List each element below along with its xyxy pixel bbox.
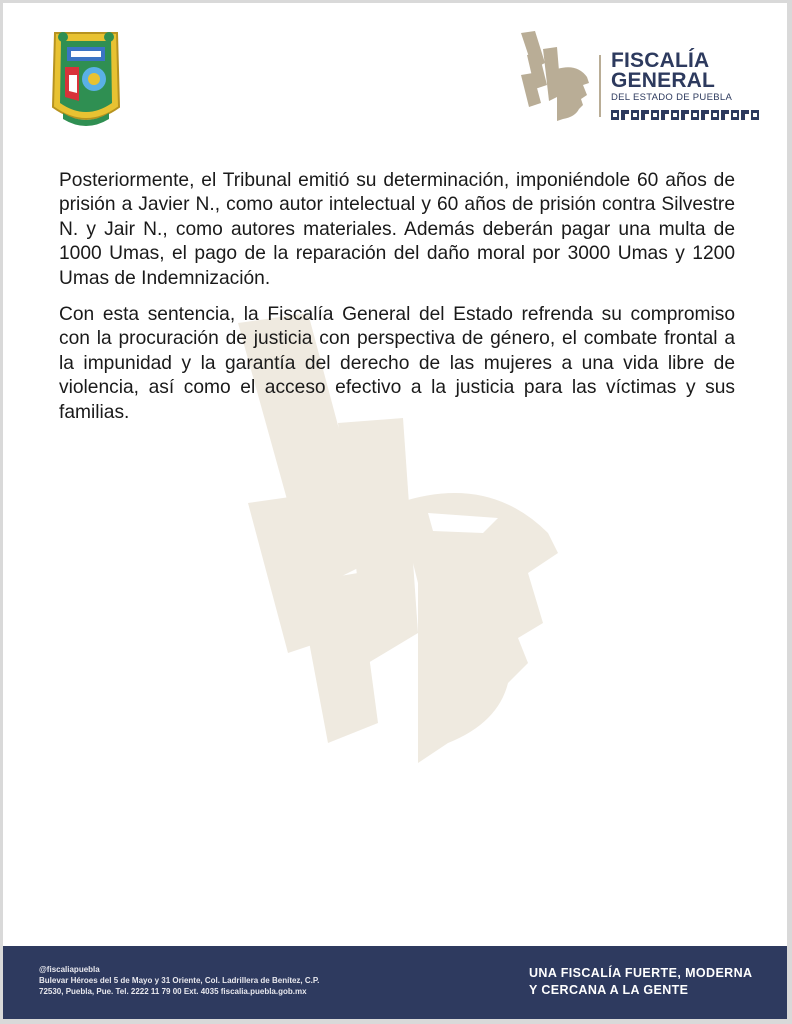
greek-pattern-icon	[611, 110, 763, 120]
puebla-shield-logo	[49, 27, 123, 131]
slogan-line1: UNA FISCALÍA FUERTE, MODERNA	[529, 966, 753, 980]
body-content	[59, 169, 735, 437]
footer-address-line1: Bulevar Héroes del 5 de Mayo y 31 Oriente, Col. Ladrillera de Benítez, C.P.	[39, 976, 320, 985]
fiscalia-general-logo	[517, 29, 767, 123]
footer-handle: @fiscaliapuebla	[39, 965, 100, 974]
logo-line-general: GENERAL	[611, 69, 716, 92]
footer-slogan	[529, 965, 752, 999]
logo-line-estado: DEL ESTADO DE PUEBLA	[611, 92, 733, 103]
paragraph-commitment: Con esta sentencia, la Fiscalía General del Estado refrenda su compromiso con la procuración de justicia con perspectiva de género, el combate frontal a la impunidad y la garantía del derecho de las mujeres a una vida libre de violencia, así como el acceso efectivo a la justicia para las víctimas y sus familias.	[59, 304, 735, 423]
document-page	[3, 3, 787, 1019]
slogan-line2: Y CERCANA A LA GENTE	[529, 983, 689, 997]
logo-line-fiscalia: FISCALÍA	[611, 49, 710, 72]
footer-contact	[39, 964, 319, 997]
footer-bar	[3, 946, 787, 1019]
logo-divider	[599, 55, 601, 117]
footer-address-line2: 72530, Puebla, Pue. Tel. 2222 11 79 00 Ext. 4035 fiscalia.puebla.gob.mx	[39, 987, 307, 996]
fiscalia-logo-text	[611, 51, 732, 104]
paragraph-sentence: Posteriormente, el Tribunal emitió su determinación, imponiéndole 60 años de prisión a Javier N., como autor intelectual y 60 años de prisión contra Silvestre N. y Jair N., como autores materiales. Además deberán pagar una multa de 1000 Umas, el pago de la reparación del daño moral por 3000 Umas y 1200 Umas de Indemnización.	[59, 170, 735, 289]
fiscalia-head-icon	[517, 29, 597, 123]
